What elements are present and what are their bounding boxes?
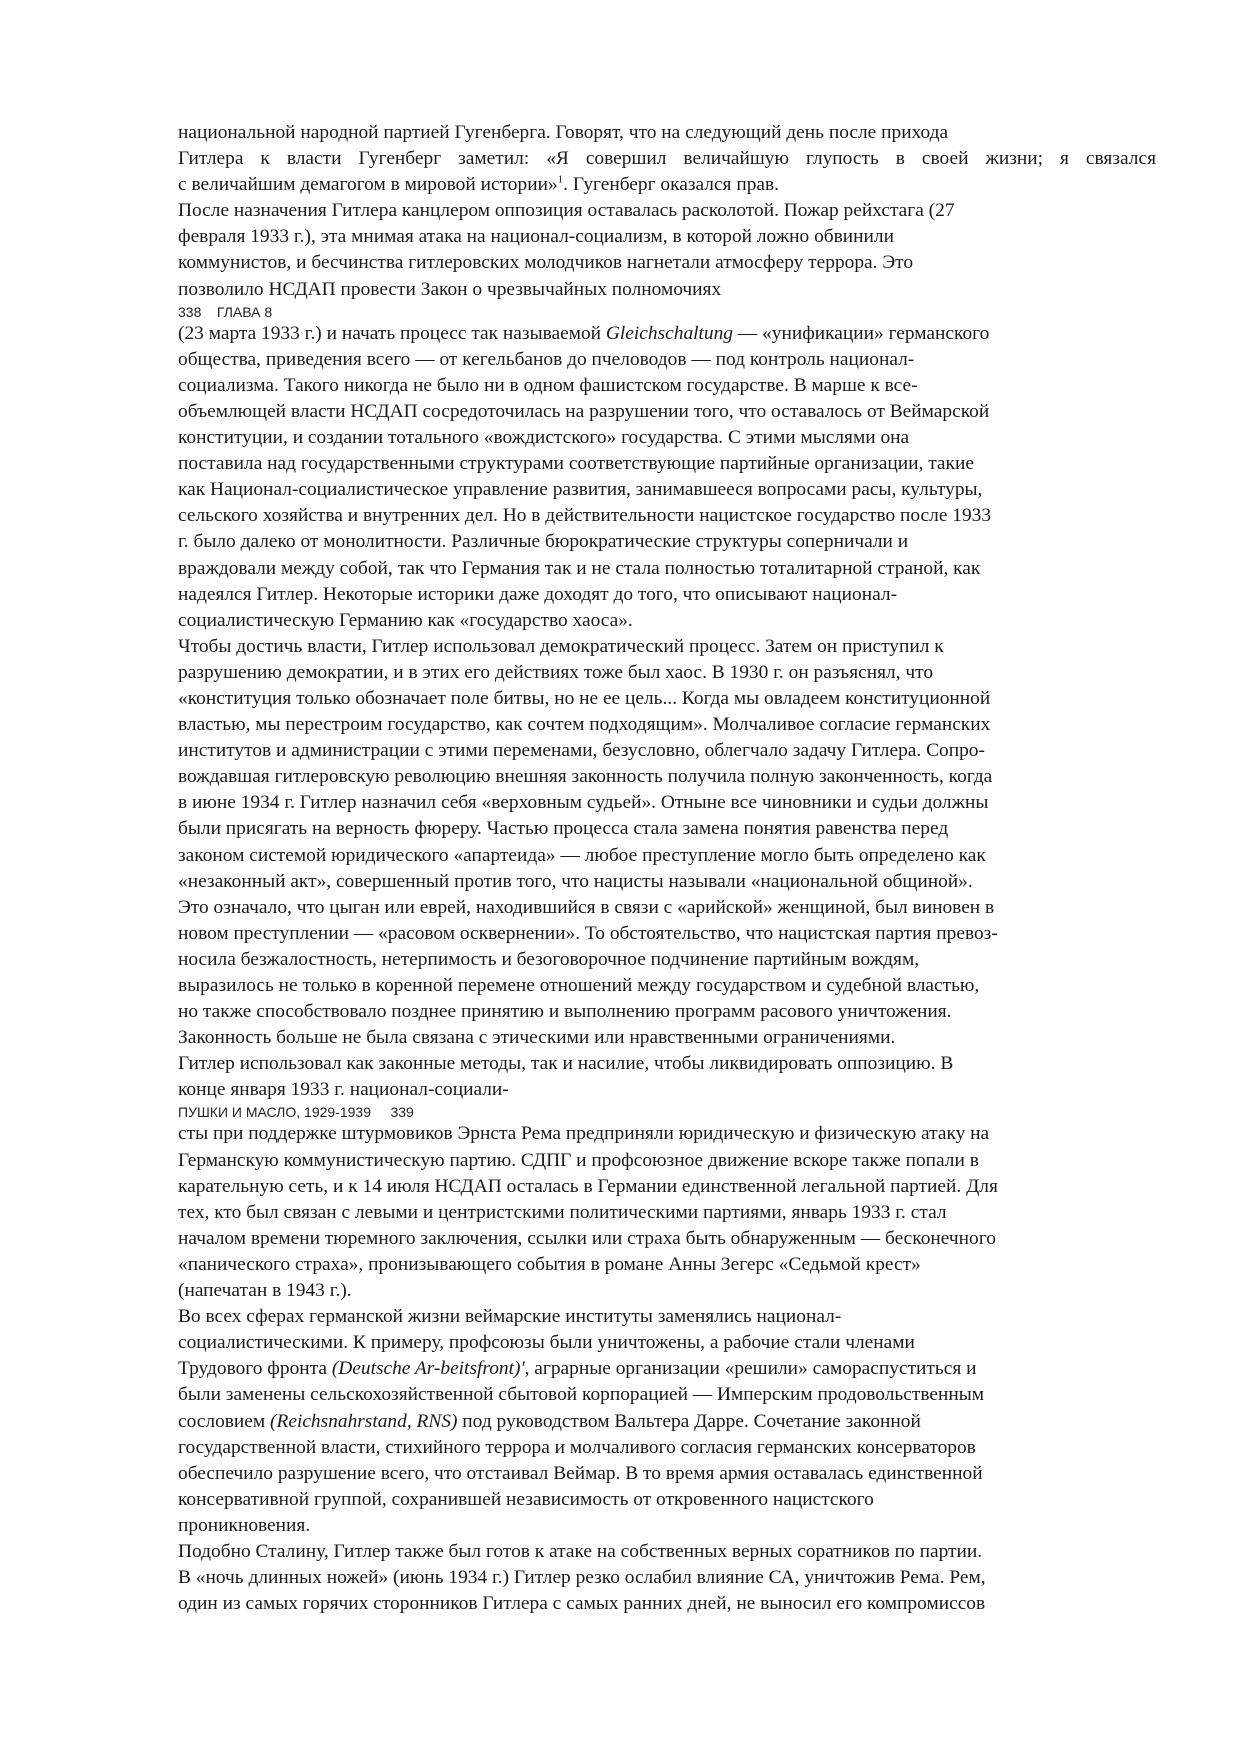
body-text bbox=[178, 120, 1156, 1617]
page-number: 339 bbox=[390, 1104, 414, 1121]
text-line bbox=[178, 1356, 1156, 1382]
text-line: сельского хозяйства и внутренних дел. Но в действительности нацистское государство после 1933 bbox=[178, 505, 992, 527]
text-line: один из самых горячих сторонников Гитлера с самых ранних дней, не выносил его компромиссов bbox=[178, 1593, 986, 1615]
footnote-marker: 1 bbox=[557, 173, 564, 186]
text-line bbox=[178, 1409, 1156, 1435]
text-fragment: под руководством Вальтера Дарре. Сочетание законной bbox=[457, 1410, 921, 1432]
text-line: консервативной группой, сохранившей независимость от откровенного нацистского bbox=[178, 1488, 874, 1510]
text-fragment: — «унификации» германского bbox=[733, 322, 990, 344]
text-line: Гитлер использовал как законные методы, так и насилие, чтобы ликвидировать оппозицию. В bbox=[178, 1053, 954, 1075]
book-section-title: ПУШКИ И МАСЛО, 1929-1939 bbox=[178, 1104, 371, 1121]
text-fragment: (23 марта 1933 г.) и начать процесс так называемой bbox=[178, 322, 606, 344]
text-line bbox=[178, 172, 1156, 198]
text-line: г. было далеко от монолитности. Различные бюрократические структуры соперничали и bbox=[178, 531, 909, 553]
text-line: сты при поддержке штурмовиков Эрнста Рема предприняли юридическую и физическую атаку на bbox=[178, 1123, 990, 1145]
text-line: социалистическими. К примеру, профсоюзы были уничтожены, а рабочие стали членами bbox=[178, 1332, 915, 1354]
text-line: разрушению демократии, и в этих его действиях тоже был хаос. В 1930 г. он разъяснял, что bbox=[178, 661, 934, 683]
paragraph bbox=[178, 1051, 1156, 1103]
text-line: законом системой юридического «апартеида» — любое преступление могло быть определено как bbox=[178, 844, 986, 866]
text-line: Гитлера к власти Гугенберг заметил: «Я совершил величайшую глупость в своей жизни; я связался bbox=[178, 148, 1156, 170]
text-fragment: сословием bbox=[178, 1410, 271, 1432]
text-fragment: Трудового фронта bbox=[178, 1358, 332, 1380]
text-line: позволило НСДАП провести Закон о чрезвычайных полномочиях bbox=[178, 278, 722, 300]
text-line: Подобно Сталину, Гитлер также был готов к атаке на собственных верных соратников по партии. bbox=[178, 1540, 983, 1562]
text-line: в июне 1934 г. Гитлер назначил себя «верховным судьей». Отныне все чиновники и судьи должны bbox=[178, 792, 989, 814]
text-line: февраля 1933 г.), эта мнимая атака на национал-социализм, в которой ложно обвинили bbox=[178, 226, 894, 248]
text-line: Во всех сферах германской жизни веймарские институты заменялись национал- bbox=[178, 1306, 842, 1328]
text-line: Германскую коммунистическую партию. СДПГ и профсоюзное движение вскоре также попали в bbox=[178, 1149, 979, 1171]
paragraph bbox=[178, 1121, 1156, 1304]
text-line: властью, мы перестроим государство, как сочтем подходящим». Молчаливое согласие германских bbox=[178, 714, 991, 736]
text-fragment: . Гугенберг оказался прав. bbox=[563, 174, 780, 196]
running-header bbox=[178, 303, 1156, 321]
text-line: Законность больше не была связана с этическими или нравственными ограничениями. bbox=[178, 1027, 896, 1049]
text-line: национальной народной партией Гугенберга. Говорят, что на следующий день после прихода bbox=[178, 122, 949, 143]
text-line: социалистическую Германию как «государство хаоса». bbox=[178, 609, 633, 631]
text-line: «конституция только обозначает поле битвы, но не ее цель... Когда мы овладеем конституционной bbox=[178, 687, 991, 709]
italic-term: (Deutsche Ar-beitsfront)', bbox=[331, 1358, 530, 1380]
text-line: институтов и администрации с этими переменами, безусловно, облегчало задачу Гитлера. Сопро- bbox=[178, 740, 985, 762]
text-line: как Национал-социалистическое управление развития, занимавшееся вопросами расы, культуры, bbox=[178, 479, 983, 501]
text-line: проникновения. bbox=[178, 1514, 311, 1536]
text-line: носила безжалостность, нетерпимость и безоговорочное подчинение партийным вождям, bbox=[178, 948, 920, 970]
text-line: вождавшая гитлеровскую революцию внешняя законность получила полную законченность, когда bbox=[178, 766, 993, 788]
text-line: коммунистов, и бесчинства гитлеровских молодчиков нагнетали атмосферу террора. Это bbox=[178, 252, 914, 274]
text-line bbox=[178, 321, 1156, 347]
paragraph bbox=[178, 1539, 1156, 1617]
paragraph bbox=[178, 321, 1156, 634]
text-line: конституции, и создании тотального «вождистского» государства. С этими мыслями она bbox=[178, 427, 910, 449]
text-line: были заменены сельскохозяйственной сбытовой корпорацией — Имперским продовольственным bbox=[178, 1384, 985, 1406]
text-line: объемлющей власти НСДАП сосредоточилась на разрушении того, что оставалось от Веймарской bbox=[178, 400, 990, 422]
chapter-title: ГЛАВА 8 bbox=[216, 303, 273, 320]
text-line: но также способствовало позднее принятию и выполнению программ расового уничтожения. bbox=[178, 1001, 952, 1023]
paragraph bbox=[178, 1304, 1156, 1539]
text-line: общества, приведения всего — от кегельбанов до пчеловодов — под контроль национал- bbox=[178, 348, 915, 370]
text-line: «панического страха», пронизывающего события в романе Анны Зегерс «Седьмой крест» bbox=[178, 1253, 921, 1275]
text-line: Чтобы достичь власти, Гитлер использовал демократический процесс. Затем он приступил к bbox=[178, 635, 944, 657]
text-line: выразилось не только в коренной перемене отношений между государством и судебной властью, bbox=[178, 975, 980, 996]
running-header bbox=[178, 1103, 1156, 1121]
text-line: конце января 1933 г. национал-социали- bbox=[178, 1079, 509, 1101]
text-line: тех, кто был связан с левыми и центристскими политическими партиями, январь 1933 г. стал bbox=[178, 1201, 947, 1223]
text-line: Это означало, что цыган или еврей, находившийся в связи с «арийской» женщиной, был виновен в bbox=[178, 896, 995, 918]
paragraph bbox=[178, 120, 1156, 198]
text-line: началом времени тюремного заключения, ссылки или страха быть обнаруженным — бесконечного bbox=[178, 1227, 996, 1249]
text-line: государственной власти, стихийного террора и молчаливого согласия германских консерваторов bbox=[178, 1436, 976, 1458]
text-line: поставила над государственными структурами соответствующие партийные организации, такие bbox=[178, 453, 974, 475]
text-fragment: с величайшим демагогом в мировой истории» bbox=[178, 174, 558, 196]
page-number: 338 bbox=[178, 303, 202, 320]
text-line: В «ночь длинных ножей» (июнь 1934 г.) Гитлер резко ослабил влияние СА, уничтожив Рема. Рем, bbox=[178, 1567, 986, 1589]
text-line: надеялся Гитлер. Некоторые историки даже доходят до того, что описывают национал- bbox=[178, 583, 898, 605]
text-line: социализма. Такого никогда не было ни в одном фашистском государстве. В марше к все- bbox=[178, 374, 918, 396]
text-line: (напечатан в 1943 г.). bbox=[178, 1280, 352, 1302]
text-line: новом преступлении — «расовом осквернении». То обстоятельство, что нацистская партия превоз- bbox=[178, 922, 998, 944]
italic-term: Gleichschaltung bbox=[605, 322, 733, 344]
text-line: После назначения Гитлера канцлером оппозиция оставалась расколотой. Пожар рейхстага (27 bbox=[178, 200, 955, 222]
paragraph bbox=[178, 198, 1156, 302]
paragraph bbox=[178, 634, 1156, 1052]
text-fragment: аграрные организации «решили» самораспуститься и bbox=[529, 1358, 977, 1380]
text-line: карательную сеть, и к 14 июля НСДАП осталась в Германии единственной легальной партией. Для bbox=[178, 1175, 998, 1197]
text-line: были присягать на верность фюреру. Частью процесса стала замена понятия равенства перед bbox=[178, 818, 949, 840]
text-line: обеспечило разрушение всего, что отстаивал Веймар. В то время армия оставалась единственной bbox=[178, 1462, 983, 1484]
italic-term: (Reichsnahrstand, RNS) bbox=[270, 1410, 458, 1432]
text-line: «незаконный акт», совершенный против того, что нацисты называли «национальной общиной». bbox=[178, 870, 973, 892]
text-line: враждовали между собой, так что Германия так и не стала полностью тоталитарной страной, как bbox=[178, 557, 981, 579]
